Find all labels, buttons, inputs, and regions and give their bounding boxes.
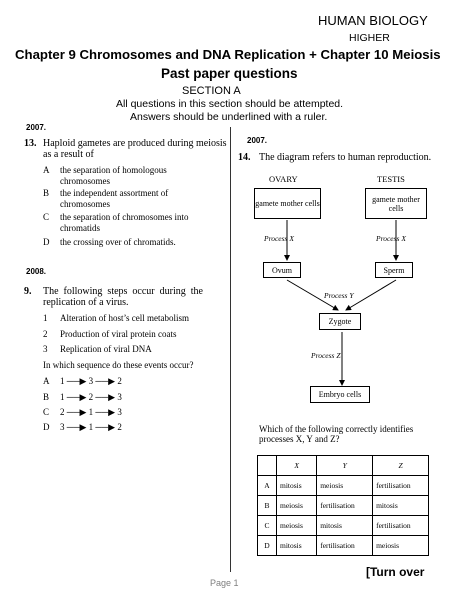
table-cell: mitosis — [277, 536, 317, 556]
step-number: 2 — [43, 329, 48, 339]
q13-number: 13. — [24, 138, 37, 149]
q9-step-2 — [43, 329, 223, 341]
answer-table — [257, 455, 429, 556]
option-sequence: 1 ──▶ 3 ──▶ 2 — [60, 376, 122, 386]
table-cell: fertilisation — [373, 476, 429, 496]
step-number: 1 — [43, 313, 48, 323]
q9-year: 2008. — [26, 267, 47, 276]
option-text: the separation of chromosomes into — [60, 212, 189, 222]
process-x-left-label: Process X — [264, 234, 294, 243]
option-letter: C — [43, 212, 50, 222]
step-text: Alteration of host’s cell metabolism — [60, 313, 189, 323]
q9-stem-2: replication of a virus. — [43, 297, 129, 308]
instruction-1: All questions in this section should be attempted. — [116, 98, 344, 110]
table-cell: meiosis — [277, 496, 317, 516]
option-text-2: chromosomes — [60, 199, 110, 209]
q13-year: 2007. — [26, 123, 47, 132]
process-x-right-label: Process X — [376, 234, 406, 243]
table-row[interactable] — [258, 536, 429, 556]
q14-stem: The diagram refers to human reproduction. — [259, 152, 432, 163]
q13-option-d[interactable] — [43, 237, 223, 249]
option-letter: B — [43, 392, 50, 402]
option-letter: B — [43, 188, 50, 198]
table-cell: A — [258, 476, 277, 496]
option-sequence: 1 ──▶ 2 ──▶ 3 — [60, 392, 122, 402]
table-header-cell: Y — [317, 456, 373, 476]
table-header-cell: Z — [373, 456, 429, 476]
q9-option-c[interactable] — [43, 407, 163, 419]
step-number: 3 — [43, 344, 48, 354]
option-letter: D — [43, 237, 50, 247]
table-cell: mitosis — [373, 496, 429, 516]
q13-stem-1: Haploid gametes are produced during meiosis — [43, 138, 227, 149]
option-text: the separation of homologous — [60, 165, 167, 175]
q9-option-b[interactable] — [43, 392, 163, 404]
table-cell: C — [258, 516, 277, 536]
option-sequence: 2 ──▶ 1 ──▶ 3 — [60, 407, 122, 417]
q13-option-a[interactable] — [43, 165, 223, 187]
q14-year: 2007. — [247, 136, 268, 145]
option-sequence: 3 ──▶ 1 ──▶ 2 — [60, 422, 122, 432]
q9-question: In which sequence do these events occur? — [43, 360, 194, 370]
q13-option-c[interactable] — [43, 212, 223, 234]
page-title: Chapter 9 Chromosomes and DNA Replication + Chapter 10 Meiosis — [15, 47, 441, 62]
ovum-box: Ovum — [263, 262, 301, 278]
option-text: the independent assortment of — [60, 188, 169, 198]
level-heading: HIGHER — [349, 32, 390, 44]
turn-over-label: [Turn over — [366, 565, 425, 579]
subject-heading: HUMAN BIOLOGY — [318, 13, 428, 28]
option-text-2: chromatids — [60, 223, 100, 233]
q9-option-a[interactable] — [43, 376, 163, 388]
section-heading: SECTION A — [182, 85, 241, 97]
step-text: Replication of viral DNA — [60, 344, 152, 354]
page-number: Page 1 — [210, 578, 239, 588]
option-letter: A — [43, 376, 50, 386]
q14-question-1: Which of the following correctly identifies — [259, 424, 414, 434]
step-text: Production of viral protein coats — [60, 329, 177, 339]
instruction-2: Answers should be underlined with a ruler. — [130, 111, 328, 123]
table-cell: meiosis — [317, 476, 373, 496]
table-cell: mitosis — [317, 516, 373, 536]
option-text: the crossing over of chromatids. — [60, 237, 176, 247]
table-cell: D — [258, 536, 277, 556]
q9-number: 9. — [24, 286, 32, 297]
testis-label: TESTIS — [377, 174, 405, 184]
table-cell: mitosis — [277, 476, 317, 496]
option-text-2: chromosomes — [60, 176, 110, 186]
page-subtitle: Past paper questions — [161, 66, 298, 81]
table-cell: meiosis — [277, 516, 317, 536]
q9-stem-1: The following steps occur during the — [43, 286, 203, 297]
option-letter: D — [43, 422, 50, 432]
embryo-cells-box: Embryo cells — [310, 386, 370, 403]
q13-stem-2: as a result of — [43, 149, 94, 160]
table-cell: fertilisation — [373, 516, 429, 536]
table-cell: B — [258, 496, 277, 516]
table-row[interactable] — [258, 516, 429, 536]
zygote-box: Zygote — [319, 313, 361, 330]
table-row[interactable] — [258, 476, 429, 496]
q9-option-d[interactable] — [43, 422, 163, 434]
table-row[interactable] — [258, 496, 429, 516]
ovary-gamete-mother-cells: gamete mother cells — [254, 188, 321, 219]
testis-gamete-mother-cells: gamete mother cells — [365, 188, 427, 219]
ovary-label: OVARY — [269, 174, 298, 184]
option-letter: A — [43, 165, 50, 175]
table-header-row — [258, 456, 429, 476]
q9-step-3 — [43, 344, 223, 356]
table-cell: fertilisation — [317, 536, 373, 556]
option-letter: C — [43, 407, 50, 417]
q14-number: 14. — [238, 152, 251, 163]
table-header-cell: X — [277, 456, 317, 476]
process-z-label: Process Z — [311, 351, 341, 360]
q14-question-2: processes X, Y and Z? — [259, 434, 340, 444]
process-y-label: Process Y — [324, 291, 354, 300]
sperm-box: Sperm — [375, 262, 413, 278]
table-cell: fertilisation — [317, 496, 373, 516]
table-cell: meiosis — [373, 536, 429, 556]
q13-option-b[interactable] — [43, 188, 223, 210]
table-header-cell — [258, 456, 277, 476]
q9-step-1 — [43, 313, 223, 325]
